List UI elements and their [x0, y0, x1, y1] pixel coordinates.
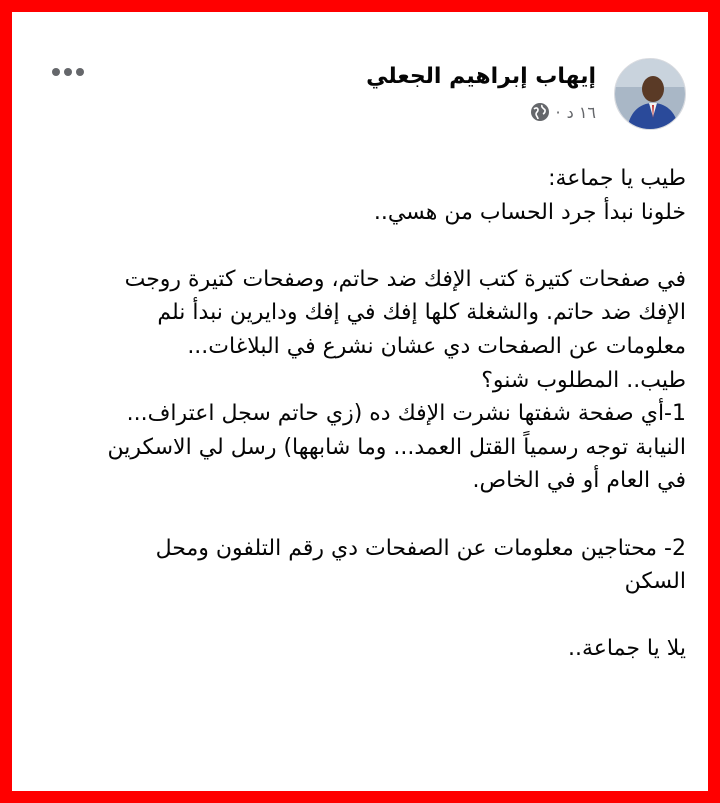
blank-line	[46, 229, 686, 263]
author-name[interactable]: إيهاب إبراهيم الجعلي	[366, 64, 596, 89]
post-timestamp[interactable]: ١٦ د	[566, 102, 596, 122]
post-text-line: 2- محتاجين معلومات عن الصفحات دي رقم التلفون ومحل	[155, 535, 686, 561]
more-options-icon[interactable]	[50, 64, 86, 80]
meta-separator: ·	[555, 102, 561, 122]
post-text-line: خلونا نبدأ جرد الحساب من هسي..	[373, 199, 686, 225]
blank-line	[46, 599, 686, 633]
globe-icon[interactable]	[530, 102, 550, 122]
blank-line	[46, 498, 686, 532]
post-meta	[530, 102, 597, 122]
post-text-line: السكن	[624, 569, 686, 595]
post-text	[46, 162, 686, 666]
author-avatar[interactable]	[614, 58, 686, 130]
post-text-line: يلا يا جماعة..	[568, 636, 686, 662]
post-text-line: 1-أي صفحة شفتها نشرت الإفك ده (زي حاتم سجل اعتراف...	[126, 401, 686, 427]
post-text-line: في صفحات كتيرة كتب الإفك ضد حاتم، وصفحات كتيرة روجت	[124, 266, 686, 292]
post-text-line: طيب يا جماعة:	[548, 166, 686, 191]
post-text-line: النيابة توجه رسمياً القتل العمد... وما شابهها) رسل لي الاسكرين	[107, 434, 686, 460]
post-text-line: طيب.. المطلوب شنو؟	[481, 367, 686, 393]
post-text-line: في العام أو في الخاص.	[472, 468, 686, 494]
post-header	[12, 42, 708, 142]
post-text-line: معلومات عن الصفحات دي عشان نشرع في البلاغات...	[187, 333, 686, 359]
post-text-line: الإفك ضد حاتم. والشغلة كلها إفك في إفك ودايرين نبدأ نلم	[157, 300, 686, 326]
avatar-image	[615, 59, 686, 130]
